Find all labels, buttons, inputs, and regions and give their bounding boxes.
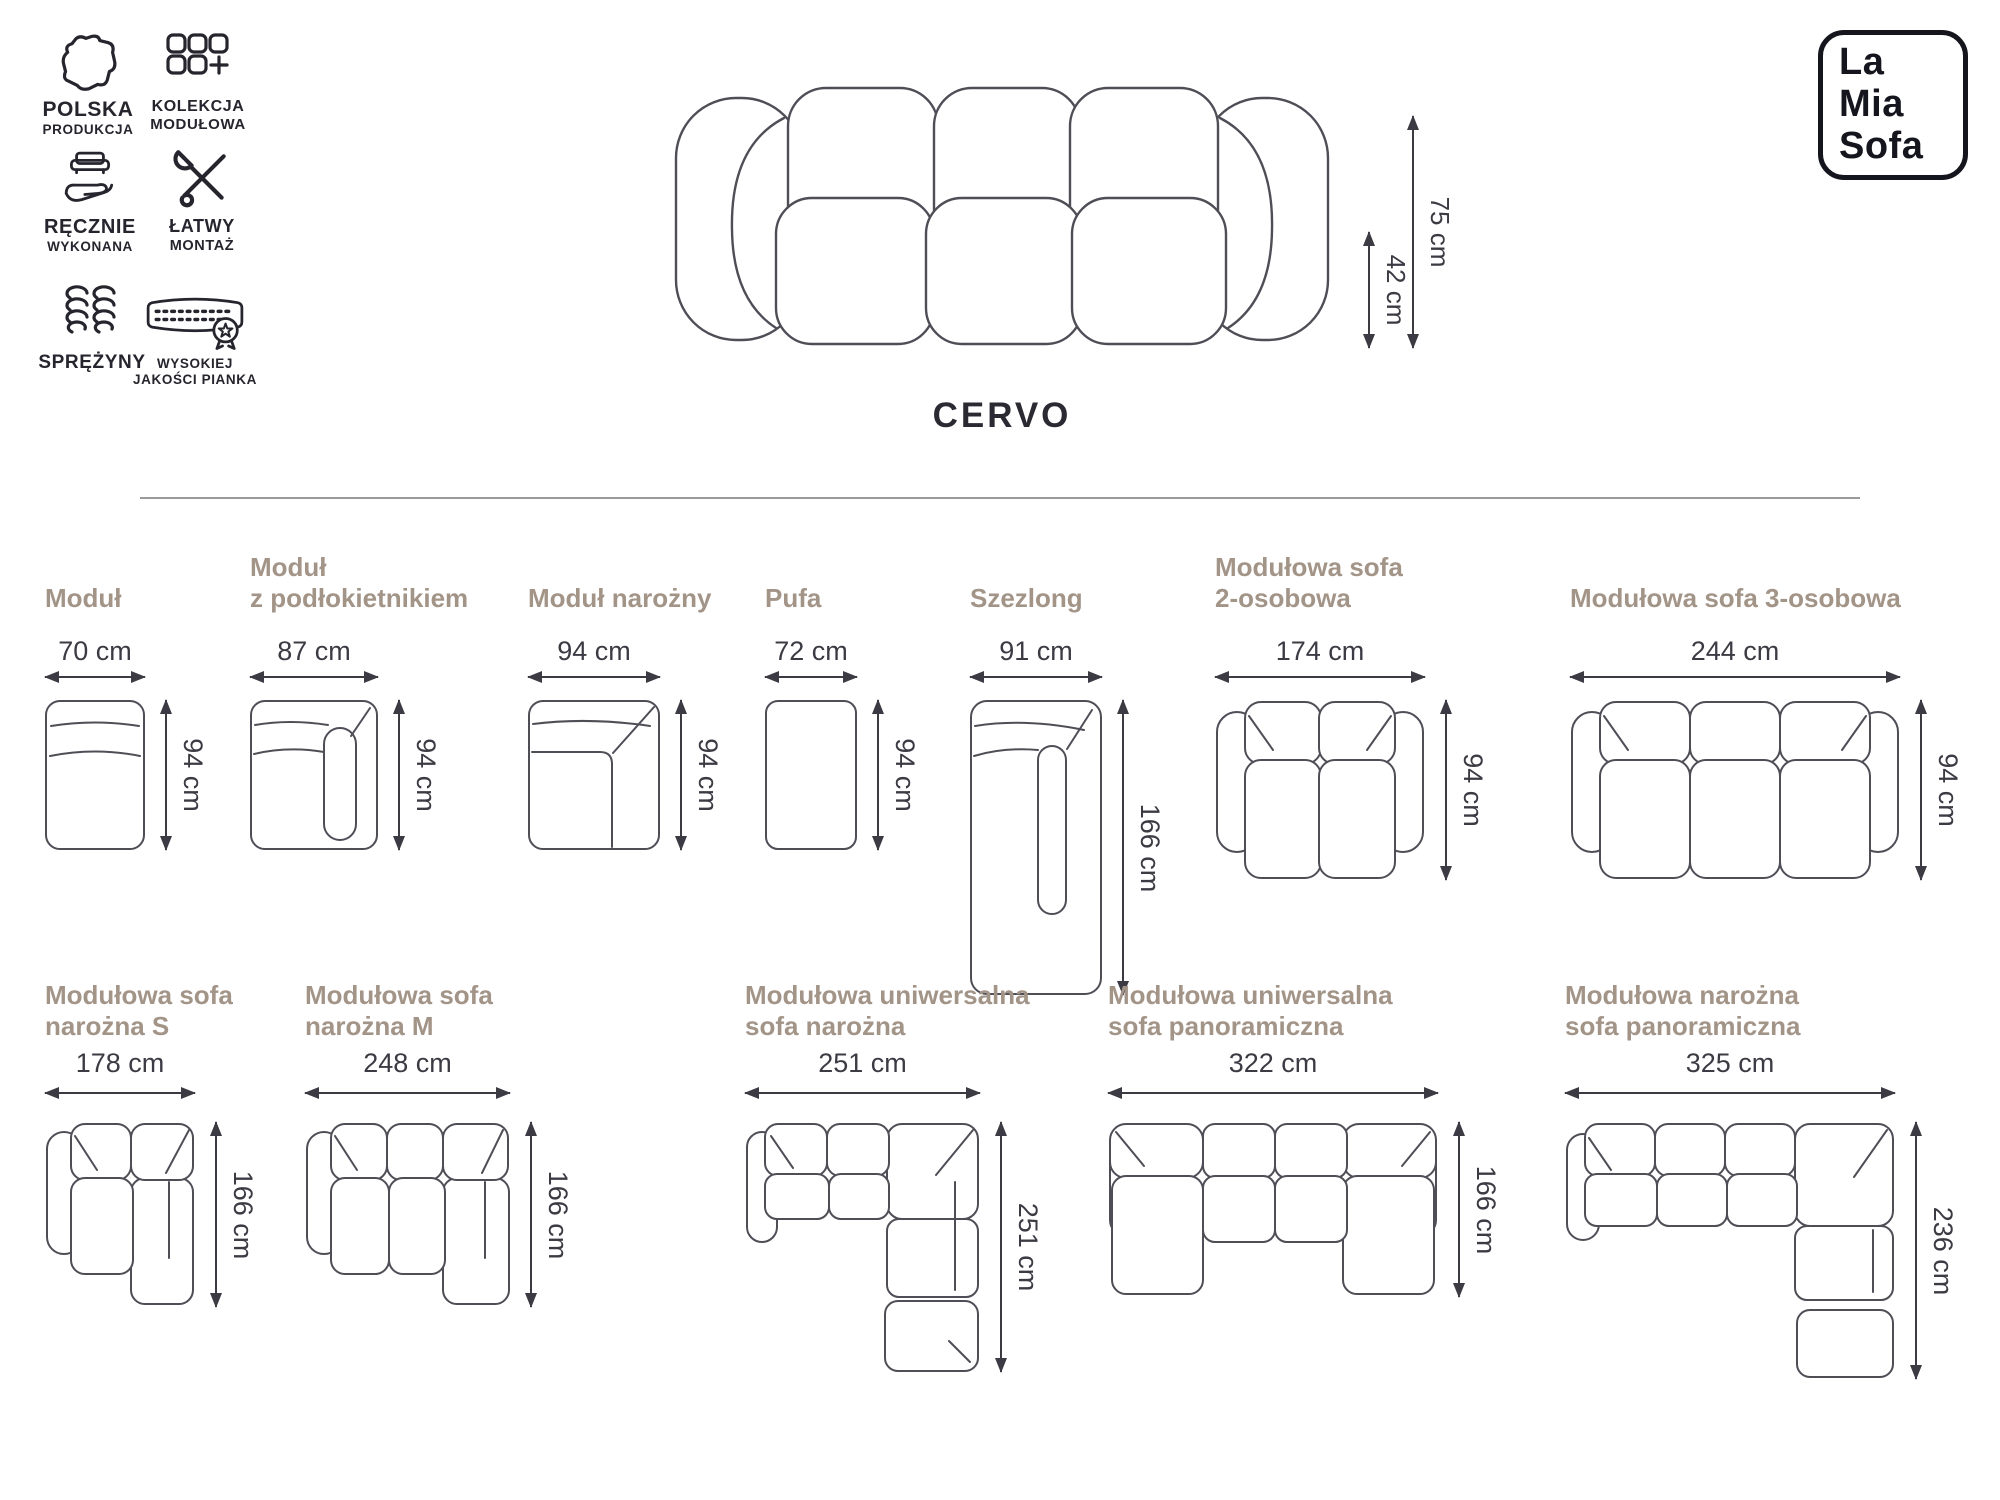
module-title: Szezlong xyxy=(970,583,1083,613)
depth-dimension-label: 166 cm xyxy=(228,1170,258,1259)
feature-recznie-wykonana xyxy=(28,150,152,256)
module-top-view-drawing xyxy=(765,700,857,850)
width-dimension-label: 325 cm xyxy=(1685,1048,1775,1078)
module-title: Modułowa sofa narożna S xyxy=(45,980,233,1041)
handmade-icon xyxy=(59,150,121,210)
springs-icon xyxy=(60,284,124,346)
poland-map-icon xyxy=(57,34,119,92)
module-card xyxy=(970,548,1194,995)
module-title: Modułowa narożna sofa panoramiczna xyxy=(1565,980,1801,1041)
feature-label: POLSKA xyxy=(42,98,134,121)
depth-dimension-arrow xyxy=(1458,1122,1504,1297)
module-card xyxy=(45,548,237,850)
module-card xyxy=(250,548,470,850)
width-dimension-arrow xyxy=(1570,676,1900,678)
depth-dimension-arrow xyxy=(398,700,444,850)
module-top-view-drawing xyxy=(1215,700,1425,880)
module-title: Moduł xyxy=(45,583,122,613)
seat-height-arrow xyxy=(1368,232,1414,348)
feature-label: KOLEKCJA xyxy=(151,98,245,115)
depth-dimension-label: 166 cm xyxy=(1471,1165,1501,1254)
module-top-view-drawing xyxy=(970,700,1102,995)
module-top-view-drawing xyxy=(528,700,660,850)
width-dimension-label: 174 cm xyxy=(1275,636,1365,666)
depth-dimension-label: 94 cm xyxy=(1458,753,1488,827)
depth-dimension-label: 94 cm xyxy=(1933,753,1963,827)
width-dimension-label: 94 cm xyxy=(557,636,631,666)
width-dimension-arrow xyxy=(1108,1092,1438,1094)
width-dimension-arrow xyxy=(528,676,660,678)
depth-dimension-arrow xyxy=(215,1122,261,1307)
sofa-front-view-drawing xyxy=(672,82,1332,355)
width-dimension-arrow xyxy=(250,676,378,678)
module-card xyxy=(745,960,1072,1372)
depth-dimension-label: 94 cm xyxy=(411,738,441,812)
module-title: Modułowa sofa narożna M xyxy=(305,980,493,1041)
module-top-view-drawing xyxy=(745,1122,980,1372)
module-card xyxy=(528,548,752,850)
depth-dimension-label: 94 cm xyxy=(178,738,208,812)
overall-height-label: 75 cm xyxy=(1425,196,1455,268)
feature-polska-produkcja xyxy=(26,34,150,139)
brand-line: Mia xyxy=(1839,83,1904,126)
section-divider xyxy=(140,497,1860,499)
depth-dimension-arrow xyxy=(1920,700,1966,880)
depth-dimension-arrow xyxy=(165,700,211,850)
depth-dimension-label: 94 cm xyxy=(890,738,920,812)
foam-icon xyxy=(142,290,248,350)
depth-dimension-label: 166 cm xyxy=(1135,803,1165,892)
feature-latwy-montaz xyxy=(146,146,258,255)
width-dimension-arrow xyxy=(745,1092,980,1094)
overall-height-arrow xyxy=(1412,116,1458,348)
module-card xyxy=(45,960,287,1307)
module-card xyxy=(1565,960,1987,1379)
depth-dimension-arrow xyxy=(1000,1122,1046,1372)
depth-dimension-label: 94 cm xyxy=(693,738,723,812)
width-dimension-label: 91 cm xyxy=(999,636,1073,666)
brand-line: Sofa xyxy=(1839,124,1924,167)
feature-label: ŁATWY xyxy=(169,216,235,236)
width-dimension-arrow xyxy=(765,676,857,678)
width-dimension-label: 87 cm xyxy=(277,636,351,666)
module-title: Modułowa sofa 3-osobowa xyxy=(1570,583,1901,613)
width-dimension-label: 251 cm xyxy=(818,1048,907,1078)
depth-dimension-arrow xyxy=(1915,1122,1961,1379)
feature-label: SPRĘŻYNY xyxy=(38,352,146,373)
depth-dimension-label: 166 cm xyxy=(543,1170,573,1259)
module-top-view-drawing xyxy=(250,700,378,850)
feature-sublabel: PRODUKCJA xyxy=(42,122,134,138)
brand-line: La xyxy=(1839,41,1885,84)
feature-sublabel: MONTAŻ xyxy=(169,237,235,254)
module-top-view-drawing xyxy=(45,1122,195,1307)
width-dimension-arrow xyxy=(1565,1092,1895,1094)
module-top-view-drawing xyxy=(305,1122,510,1307)
feature-sublabel: WYKONANA xyxy=(47,239,133,254)
feature-label: WYSOKIEJ xyxy=(156,356,234,371)
width-dimension-arrow xyxy=(305,1092,510,1094)
feature-sublabel: JAKOŚCI PIANKA xyxy=(133,371,257,387)
depth-dimension-label: 236 cm xyxy=(1928,1206,1958,1295)
width-dimension-label: 248 cm xyxy=(363,1048,452,1078)
module-title: Modułowa uniwersalna sofa panoramiczna xyxy=(1108,980,1393,1041)
brand-logo xyxy=(1818,30,1968,180)
module-top-view-drawing xyxy=(1565,1122,1895,1379)
module-top-view-drawing xyxy=(45,700,145,850)
module-card xyxy=(305,960,602,1307)
width-dimension-arrow xyxy=(970,676,1102,678)
module-title: Modułowa uniwersalna sofa narożna xyxy=(745,980,1030,1041)
width-dimension-label: 178 cm xyxy=(75,1048,165,1078)
depth-dimension-label: 251 cm xyxy=(1013,1202,1043,1292)
depth-dimension-arrow xyxy=(1122,700,1168,995)
module-card xyxy=(1570,548,1992,880)
module-title: Moduł narożny xyxy=(528,583,712,613)
depth-dimension-arrow xyxy=(530,1122,576,1307)
width-dimension-label: 244 cm xyxy=(1690,636,1780,666)
module-title: Moduł z podłokietnikiem xyxy=(250,552,469,613)
width-dimension-label: 72 cm xyxy=(774,636,848,666)
feature-pianka xyxy=(128,290,262,388)
seat-height-label: 42 cm xyxy=(1381,254,1411,326)
width-dimension-arrow xyxy=(45,676,145,678)
easy-assembly-icon xyxy=(170,146,234,210)
width-dimension-arrow xyxy=(1215,676,1425,678)
module-card xyxy=(1108,960,1530,1297)
feature-label: RĘCZNIE xyxy=(44,216,136,238)
module-title: Pufa xyxy=(765,583,822,613)
module-title: Modułowa sofa 2-osobowa xyxy=(1215,552,1403,613)
width-dimension-arrow xyxy=(45,1092,195,1094)
module-card xyxy=(1215,548,1517,880)
module-card xyxy=(765,548,949,850)
product-name: CERVO xyxy=(932,396,1072,435)
feature-kolekcja-modulowa xyxy=(138,32,258,135)
depth-dimension-arrow xyxy=(680,700,726,850)
feature-sublabel: MODUŁOWA xyxy=(150,116,246,134)
module-top-view-drawing xyxy=(1570,700,1900,880)
width-dimension-label: 70 cm xyxy=(58,636,132,666)
modular-collection-icon xyxy=(164,32,232,92)
depth-dimension-arrow xyxy=(877,700,923,850)
module-top-view-drawing xyxy=(1108,1122,1438,1297)
depth-dimension-arrow xyxy=(1445,700,1491,880)
width-dimension-label: 322 cm xyxy=(1228,1048,1318,1078)
